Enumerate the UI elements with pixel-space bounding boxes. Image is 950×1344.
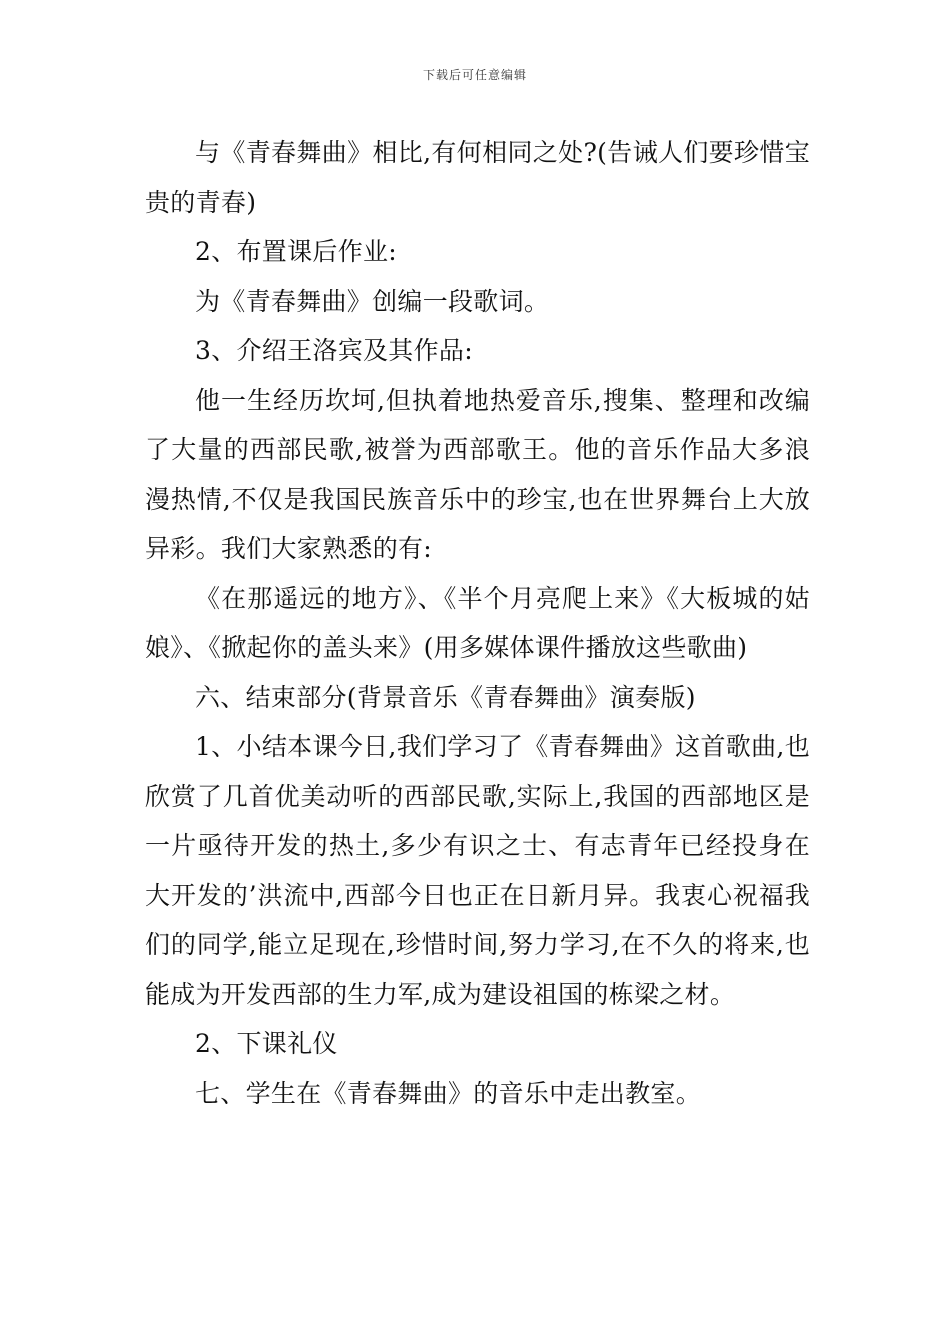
paragraph-homework-heading: 2、布置课后作业:	[195, 237, 398, 266]
paragraph-introduce-heading: 3、介绍王洛宾及其作品:	[195, 336, 473, 365]
paragraph-wang-luobin-bio: 他一生经历坎坷,但执着地热爱音乐,搜集、整理和改编了大量的西部民歌,被誉为西部歌王。他的音乐作品大多浪漫热情,不仅是我国民族音乐中的珍宝,也在世界舞台上大放异彩。我们大家熟悉的有:	[145, 385, 810, 563]
paragraph-song-list: 《在那遥远的地方》、《半个月亮爬上来》《大板城的姑娘》、《掀起你的盖头来》(用多媒体课件播放这些歌曲)	[145, 583, 810, 662]
paragraph-summary: 1、小结本课今日,我们学习了《青春舞曲》这首歌曲,也欣赏了几首优美动听的西部民歌,实际上,我国的西部地区是一片亟待开发的热土,多少有识之士、有志青年已经投身在大开发的’洪流中,西部今日也正在日新月异。我衷心祝福我们的同学,能立足现在,珍惜时间,努力学习,在不久的将来,也能成为开发西部的生力军,成为建设祖国的栋梁之材。	[145, 732, 810, 1009]
document-body	[145, 128, 810, 1118]
paragraph-homework-task: 为《青春舞曲》创编一段歌词。	[195, 286, 550, 316]
paragraph-dismissal: 2、下课礼仪	[195, 1029, 338, 1058]
page-header-note: 下载后可任意编辑	[422, 68, 527, 82]
paragraph-ending-section-heading: 六、结束部分(背景音乐《青春舞曲》演奏版)	[195, 682, 696, 712]
paragraph-exit: 七、学生在《青春舞曲》的音乐中走出教室。	[195, 1078, 702, 1108]
paragraph-compare: 与《青春舞曲》相比,有何相同之处?(告诫人们要珍惜宝贵的青春)	[145, 138, 810, 217]
